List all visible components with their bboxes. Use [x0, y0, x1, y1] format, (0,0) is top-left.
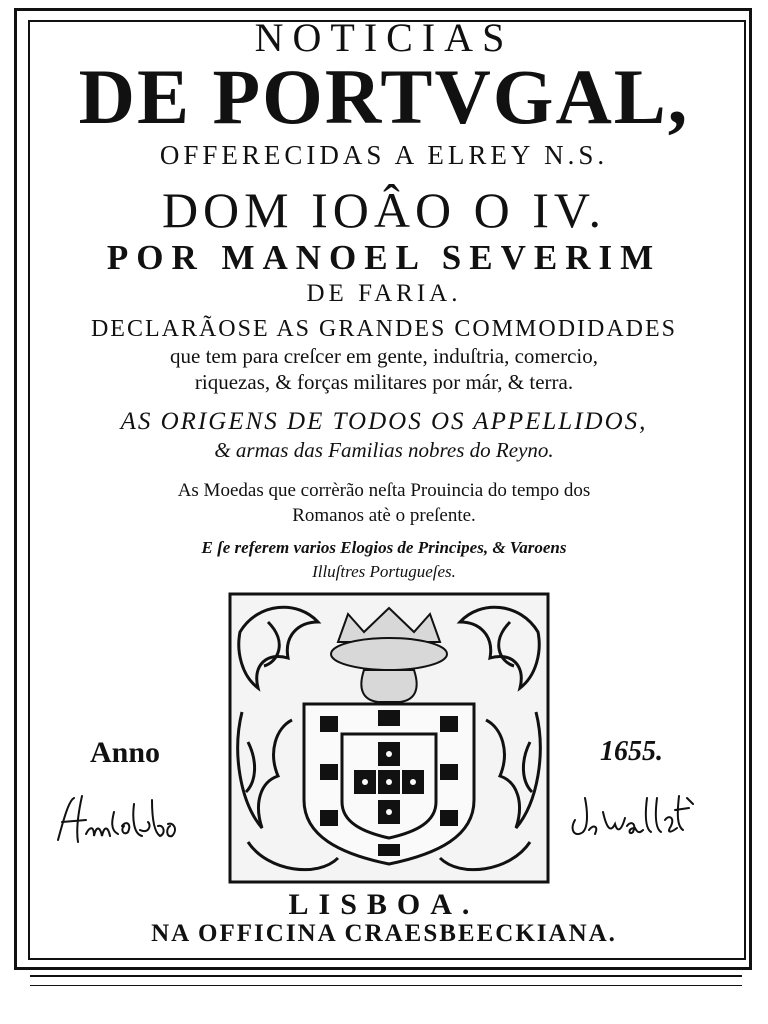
dedication-line: OFFERECIDAS A ELREY N.S.	[159, 140, 609, 170]
bottom-rule	[30, 975, 742, 977]
imprint-place: LISBOA.	[288, 888, 480, 921]
royal-coat-of-arms-woodcut-icon	[228, 592, 550, 884]
elogios-line-1: E ſe referem varios Elogios de Principes, & Varoens	[201, 538, 567, 557]
imprint-printer: NA OFFICINA CRAESBEECKIANA.	[151, 920, 617, 947]
author-surname-line: DE FARIA.	[306, 280, 462, 307]
title-line-noticias: NOTICIAS	[254, 15, 514, 60]
elogios-line-2: Illuſtres Portugueſes.	[312, 562, 456, 581]
origins-line-2: & armas das Familias nobres do Reyno.	[214, 438, 554, 462]
anno-label: Anno	[90, 736, 161, 769]
subtitle-heading: DECLARÃOSE AS GRANDES COMMODIDADES	[90, 316, 678, 342]
left-handwritten-signature	[52, 790, 182, 850]
author-line: POR MANOEL SEVERIM	[106, 238, 662, 277]
right-handwritten-signature	[565, 790, 700, 845]
subtitle-line-3: riquezas, & forças militares por már, & terra.	[194, 370, 574, 394]
origins-heading: AS ORIGENS DE TODOS OS APPELLIDOS,	[120, 408, 648, 435]
dedicatee-line: DOM IOÂO O IV.	[161, 182, 607, 238]
year-label: 1655.	[600, 736, 663, 767]
subtitle-line-2: que tem para creſcer em gente, induſtria, comercio,	[170, 344, 598, 368]
coins-line-1: As Moedas que corrèrão neſta Prouincia do tempo dos	[177, 480, 591, 501]
coins-line-2: Romanos atè o preſente.	[292, 505, 476, 526]
bottom-rule-secondary	[30, 985, 742, 986]
title-line-de-portugal: DE PORTVGAL,	[78, 53, 690, 140]
